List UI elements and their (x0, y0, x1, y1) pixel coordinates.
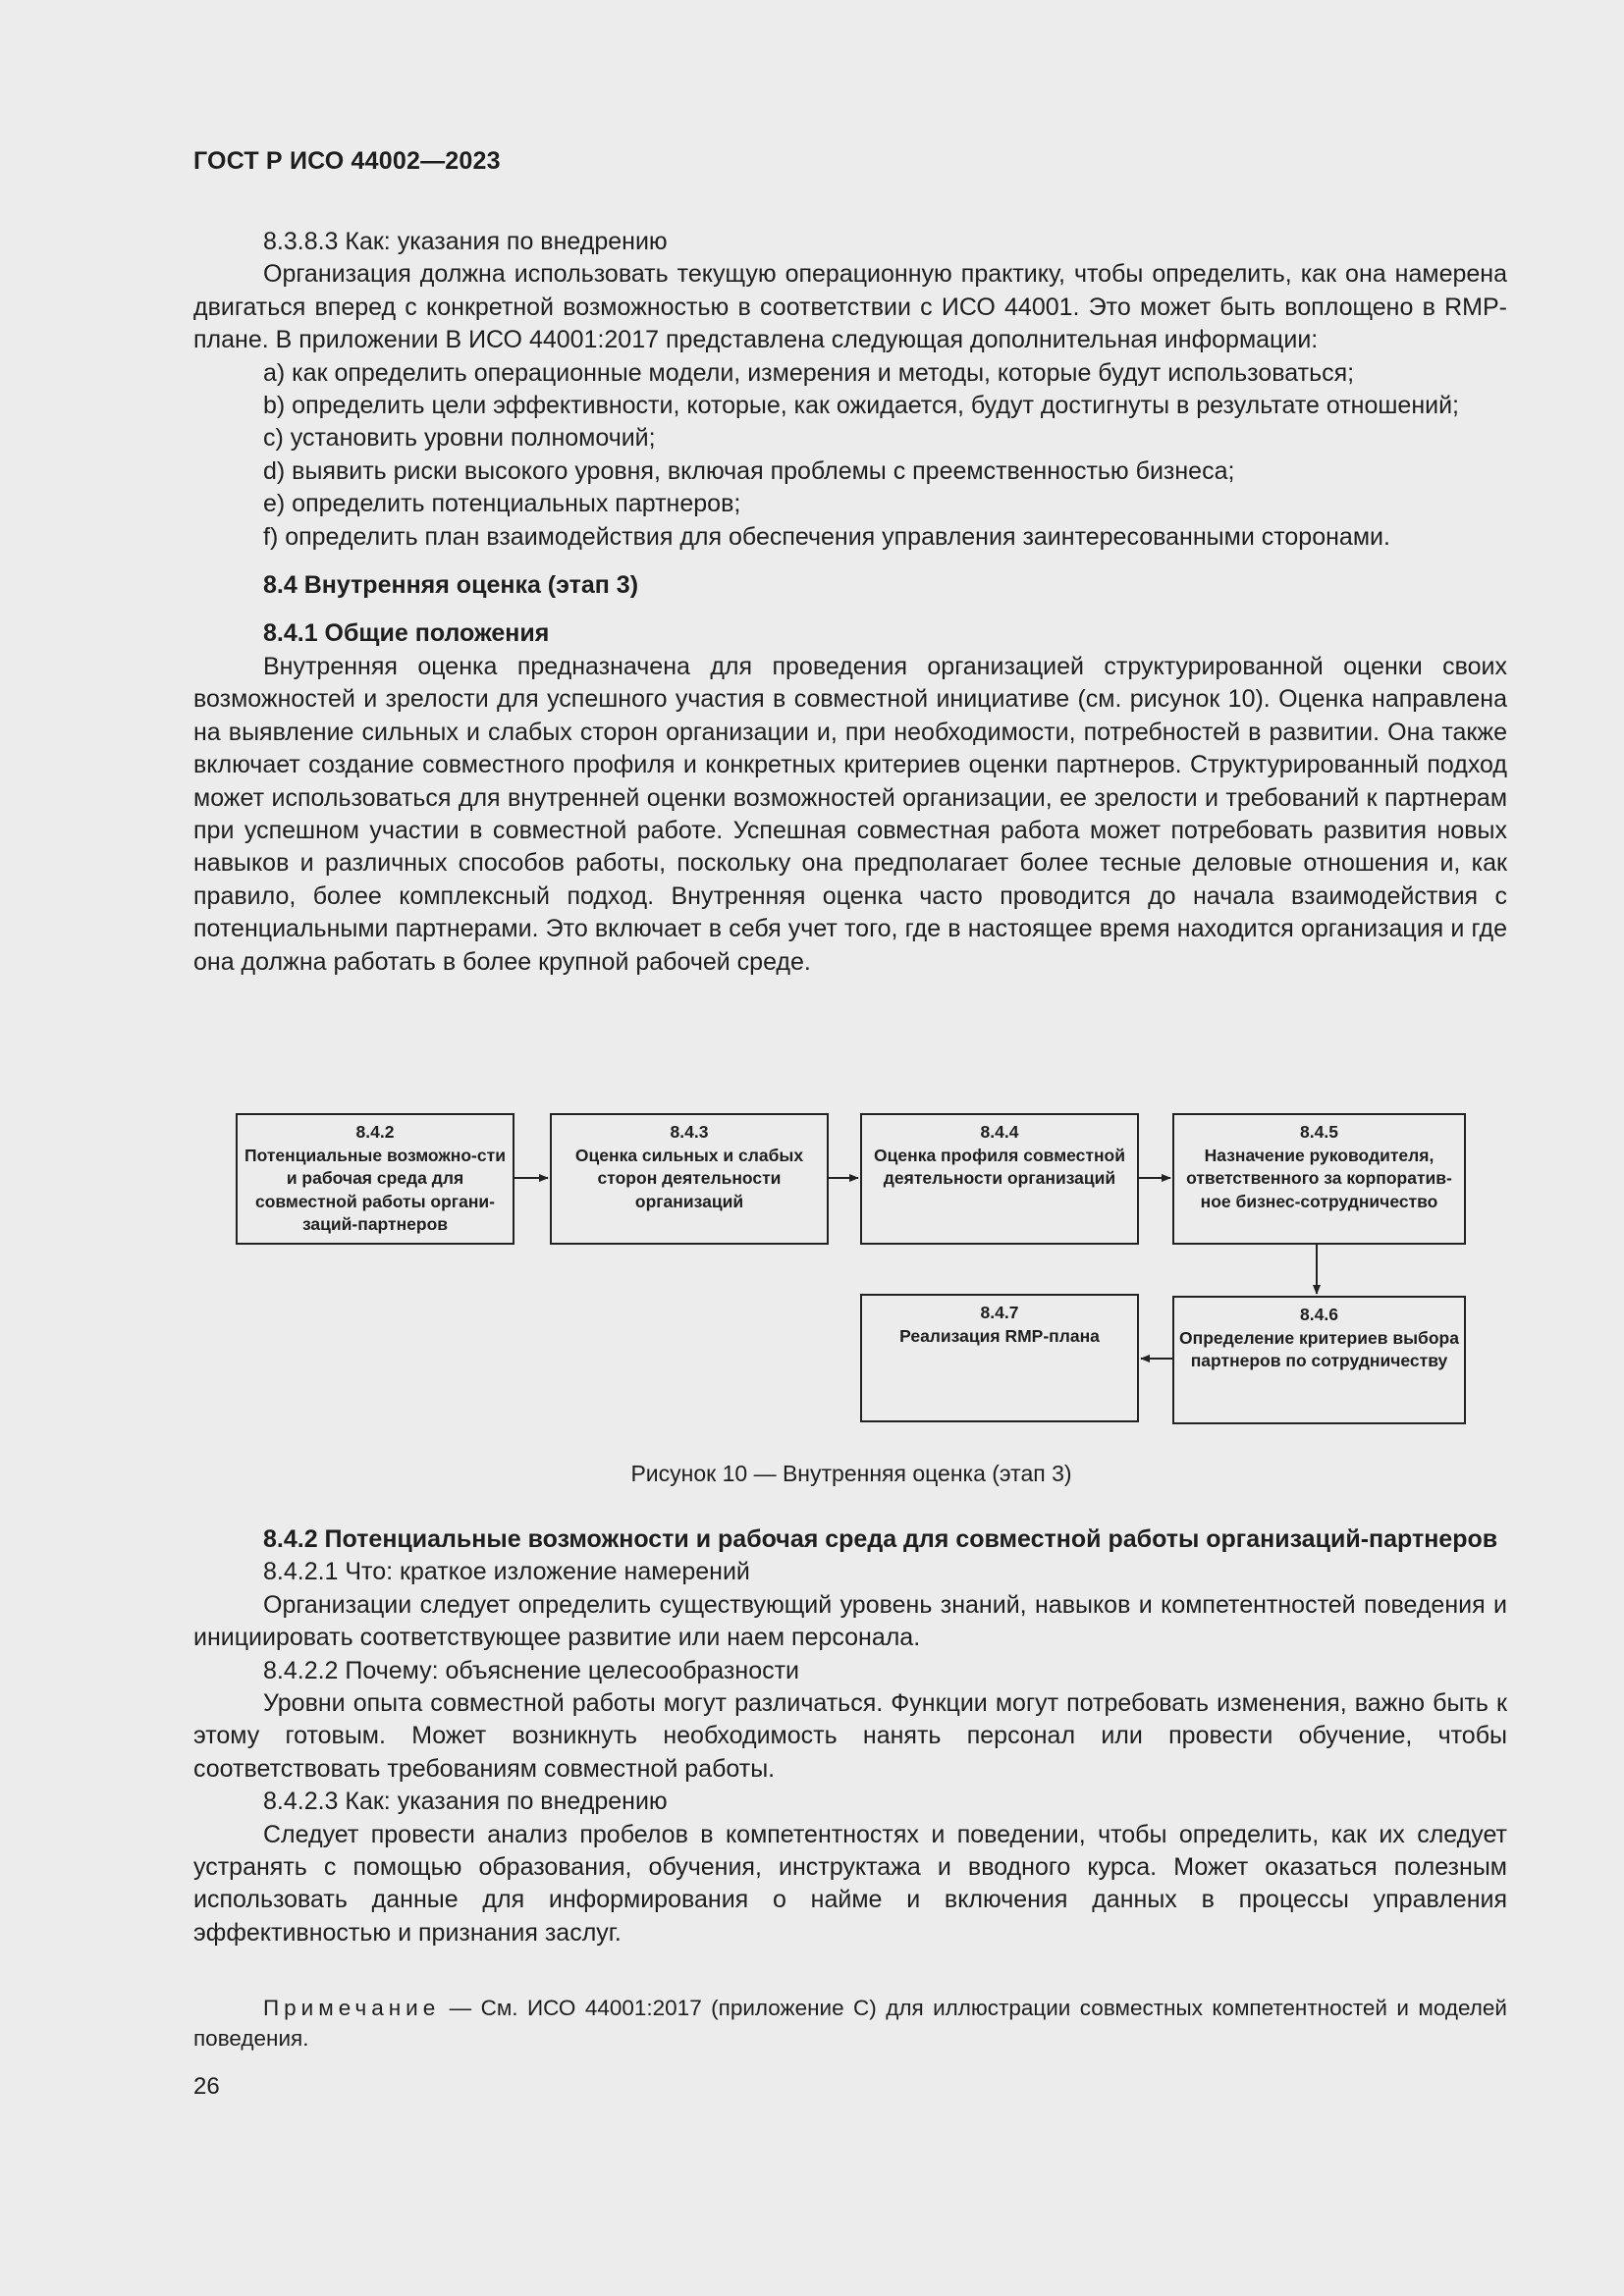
note (193, 1993, 1507, 2054)
box-label: Оценка сильных и слабых сторон деятельности организаций (574, 1145, 804, 1211)
note-text: — См. ИСО 44001:2017 (приложение С) для иллюстрации совместных компетентностей и моделей поведения. (193, 1996, 1507, 2051)
list-item: c) установить уровни полномочий; (263, 424, 656, 453)
box-number: 8.4.2 (355, 1122, 395, 1142)
flow-box-8-4-3 (550, 1113, 829, 1245)
paragraph: Организация должна использовать текущую операционную практику, чтобы определить, как она намерена двигаться вперед с конкретной возможностью в соответствии с ИСО 44001. Это может быть воплощено в RMP-плане. В приложении В ИСО 44001:2017 представлена следующая дополнительная информации: (193, 260, 1507, 354)
subsection-heading: 8.4.2.2 Почему: объяснение целесообразности (263, 1656, 800, 1684)
document-header: ГОСТ Р ИСО 44002—2023 (193, 147, 501, 175)
box-label: Оценка профиля совместной деятельности организаций (874, 1145, 1125, 1188)
box-number: 8.4.6 (1300, 1305, 1338, 1324)
list-item: b) определить цели эффективности, которые, как ожидается, будут достигнуты в результате отношений; (263, 392, 1460, 420)
box-label: Определение критериев выбора партнеров по сотрудничеству (1179, 1327, 1459, 1370)
section-8-3-8-3 (193, 226, 1507, 979)
list-item: f) определить план взаимодействия для обеспечения управления заинтересованными сторонами. (263, 522, 1390, 551)
list-item: e) определить потенциальных партнеров; (263, 490, 741, 518)
list-item: a) как определить операционные модели, измерения и методы, которые будут использоваться; (263, 358, 1355, 387)
list-item: d) выявить риски высокого уровня, включая проблемы с преемственностью бизнеса; (263, 456, 1235, 485)
paragraph: Уровни опыта совместной работы могут различаться. Функции могут потребовать изменения, важно быть к этому готовым. Может возникнуть необходимость нанять персонал или провести обучение, чтобы соответствовать требованиям совместной работы. (193, 1689, 1507, 1783)
box-number: 8.4.3 (670, 1122, 709, 1142)
figure-caption: Рисунок 10 — Внутренняя оценка (этап 3) (630, 1461, 1072, 1486)
flow-box-8-4-7 (860, 1294, 1139, 1422)
box-number: 8.4.4 (980, 1122, 1019, 1142)
note-label: Примечание (263, 1996, 441, 2020)
box-number: 8.4.5 (1300, 1122, 1338, 1142)
box-number: 8.4.7 (980, 1303, 1019, 1322)
paragraph: Следует провести анализ пробелов в компетентностях и поведении, чтобы определить, как их следует устранять с помощью образования, обучения, инструктажа и вводного курса. Может оказаться полезным использовать данные для информирования о найме и включения данных в процессы управления эффективностью и признания заслуг. (193, 1820, 1507, 1947)
subsection-heading: 8.4.2.3 Как: указания по внедрению (263, 1788, 668, 1816)
flow-box-8-4-6 (1172, 1296, 1466, 1424)
subsection-heading: 8.4.1 Общие положения (263, 619, 550, 648)
paragraph: Внутренняя оценка предназначена для проведения организацией структурированной оценки своих возможностей и зрелости для успешного участия в совместной инициативе (см. рисунок 10). Оценка направлена на выявление сильных и слабых сторон организации и, при необходимости, потребностей в развитии. Она также включает создание совместного профиля и конкретных критериев оценки партнеров. Структурированный подход может использоваться для внутренней оценки возможностей организации, ее зрелости и требований к партнерам при успешном участии в совместной работе. Успешная совместная работа может потребовать развития новых навыков и различных способов работы, поскольку она предполагает более тесные деловые отношения и, как правило, более комплексный подход. Внутренняя оценка часто проводится до начала взаимодействия с потенциальными партнерами. Это включает в себя учет того, где в настоящее время находится организация и где она должна работать в более крупной рабочей среде. (193, 652, 1507, 976)
flow-box-8-4-5 (1172, 1113, 1466, 1245)
section-heading: 8.4.2 Потенциальные возможности и рабочая среда для совместной работы организаций-партнеров (263, 1525, 1498, 1553)
subsection-heading: 8.3.8.3 Как: указания по внедрению (263, 228, 668, 255)
subsection-heading: 8.4.2.1 Что: краткое изложение намерений (263, 1558, 750, 1586)
flow-box-8-4-2 (236, 1113, 514, 1245)
box-label: Реализация RMP-плана (899, 1325, 1100, 1346)
box-label: Потенциальные возможно-сти и рабочая среда для совместной работы органи-заций-партнеров (244, 1145, 506, 1234)
section-heading: 8.4 Внутренняя оценка (этап 3) (263, 571, 639, 600)
paragraph: Организации следует определить существующий уровень знаний, навыков и компетентностей поведения и инициировать соответствующее развитие или наем персонала. (193, 1590, 1507, 1652)
section-8-4-2 (193, 1523, 1507, 1949)
flow-box-8-4-4 (860, 1113, 1139, 1245)
box-label: Назначение руководителя, ответственного за корпоратив-ное бизнес-сотрудничество (1186, 1145, 1452, 1211)
page-number: 26 (193, 2073, 220, 2100)
